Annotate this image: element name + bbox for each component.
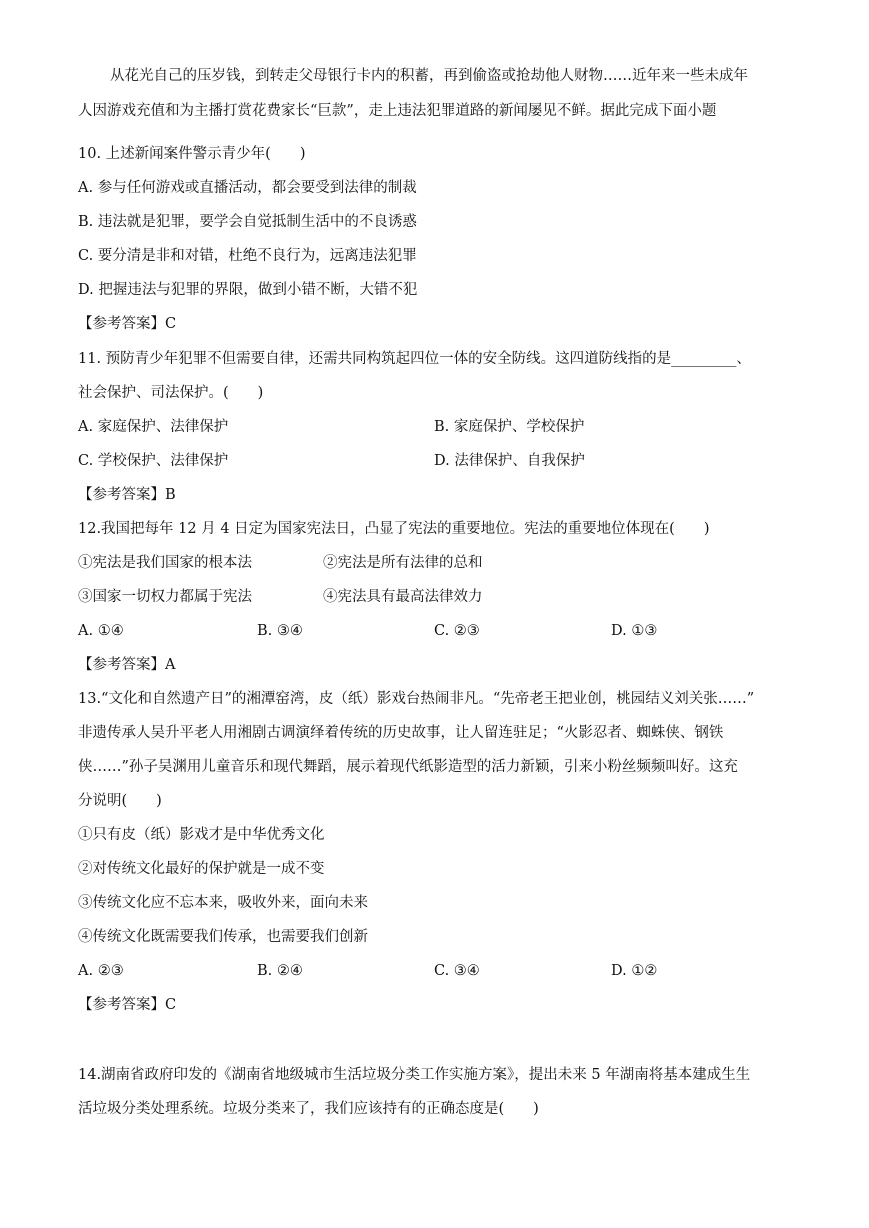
q13-stem-line-2: 非遗传承人吴升平老人用湘剧古调演绎着传统的历史故事，让人留连驻足；“火影忍者、蜘蛛侠、钢铁 bbox=[78, 725, 724, 741]
q11-answer: 【参考答案】B bbox=[78, 487, 176, 503]
q10-answer: 【参考答案】C bbox=[78, 316, 177, 332]
q10-option-a: A. 参与任何游戏或直播活动，都会要受到法律的制裁 bbox=[78, 180, 417, 196]
q14-stem-line-1: 14.湖南省政府印发的《湖南省地级城市生活垃圾分类工作实施方案》，提出未来 5 年湖南将基本建成生生 bbox=[78, 1067, 751, 1083]
q13-option-b: B. ②④ bbox=[257, 963, 303, 979]
q11-option-c: C. 学校保护、法律保护 bbox=[78, 453, 229, 469]
q13-stem-line-4: 分说明( ) bbox=[78, 793, 162, 809]
q12-option-c: C. ②③ bbox=[434, 623, 480, 639]
q12-option-d: D. ①③ bbox=[611, 623, 658, 639]
q13-stem-line-3: 侠……”孙子吴渊用儿童音乐和现代舞蹈，展示着现代纸影造型的活力新颖，引来小粉丝频频叫好。这充 bbox=[78, 759, 738, 775]
q13-statement-4: ④传统文化既需要我们传承，也需要我们创新 bbox=[78, 929, 368, 945]
q12-statement-1: ①宪法是我们国家的根本法 bbox=[78, 555, 252, 571]
q13-stem-line-1: 13.“文化和自然遗产日”的湘潭窑湾，皮（纸）影戏台热闹非凡。“先帝老王把业创，桃园结义刘关张……” bbox=[78, 691, 755, 707]
q11-option-b: B. 家庭保护、学校保护 bbox=[434, 419, 585, 435]
q13-statement-2: ②对传统文化最好的保护就是一成不变 bbox=[78, 861, 325, 877]
q13-statement-3: ③传统文化应不忘本来，吸收外来，面向未来 bbox=[78, 895, 368, 911]
q13-answer: 【参考答案】C bbox=[78, 997, 177, 1013]
q13-option-d: D. ①② bbox=[611, 963, 658, 979]
q12-answer: 【参考答案】A bbox=[78, 657, 176, 673]
q11-stem-line-1: 11. 预防青少年犯罪不但需要自律，还需共同构筑起四位一体的安全防线。这四道防线指的是_________、 bbox=[78, 351, 751, 367]
intro-line-2: 人因游戏充值和为主播打赏花费家长“巨款”，走上违法犯罪道路的新闻屡见不鲜。据此完成下面小题 bbox=[78, 103, 717, 119]
q11-option-a: A. 家庭保护、法律保护 bbox=[78, 419, 229, 435]
q12-statement-2: ②宪法是所有法律的总和 bbox=[323, 555, 483, 571]
q11-stem-line-2: 社会保护、司法保护。( ) bbox=[78, 385, 264, 401]
q13-option-a: A. ②③ bbox=[78, 963, 124, 979]
q13-option-c: C. ③④ bbox=[434, 963, 480, 979]
q12-option-b: B. ③④ bbox=[257, 623, 303, 639]
q12-statement-4: ④宪法具有最高法律效力 bbox=[323, 589, 483, 605]
q12-statement-3: ③国家一切权力都属于宪法 bbox=[78, 589, 252, 605]
q11-option-d: D. 法律保护、自我保护 bbox=[434, 453, 585, 469]
q10-option-d: D. 把握违法与犯罪的界限，做到小错不断，大错不犯 bbox=[78, 282, 418, 298]
q14-stem-line-2: 活垃圾分类处理系统。垃圾分类来了，我们应该持有的正确态度是( ) bbox=[78, 1101, 539, 1117]
q12-option-a: A. ①④ bbox=[78, 623, 124, 639]
q10-stem: 10. 上述新闻案件警示青少年( ) bbox=[78, 146, 306, 162]
q13-statement-1: ①只有皮（纸）影戏才是中华优秀文化 bbox=[78, 827, 325, 843]
q10-option-c: C. 要分清是非和对错，杜绝不良行为，远离违法犯罪 bbox=[78, 248, 417, 264]
q12-stem: 12.我国把每年 12 月 4 日定为国家宪法日，凸显了宪法的重要地位。宪法的重要地位体现在( ) bbox=[78, 521, 710, 537]
intro-line-1: 从花光自己的压岁钱，到转走父母银行卡内的积蓄，再到偷盗或抢劫他人财物……近年来一些未成年 bbox=[110, 68, 748, 84]
q10-option-b: B. 违法就是犯罪，要学会自觉抵制生活中的不良诱惑 bbox=[78, 214, 417, 230]
